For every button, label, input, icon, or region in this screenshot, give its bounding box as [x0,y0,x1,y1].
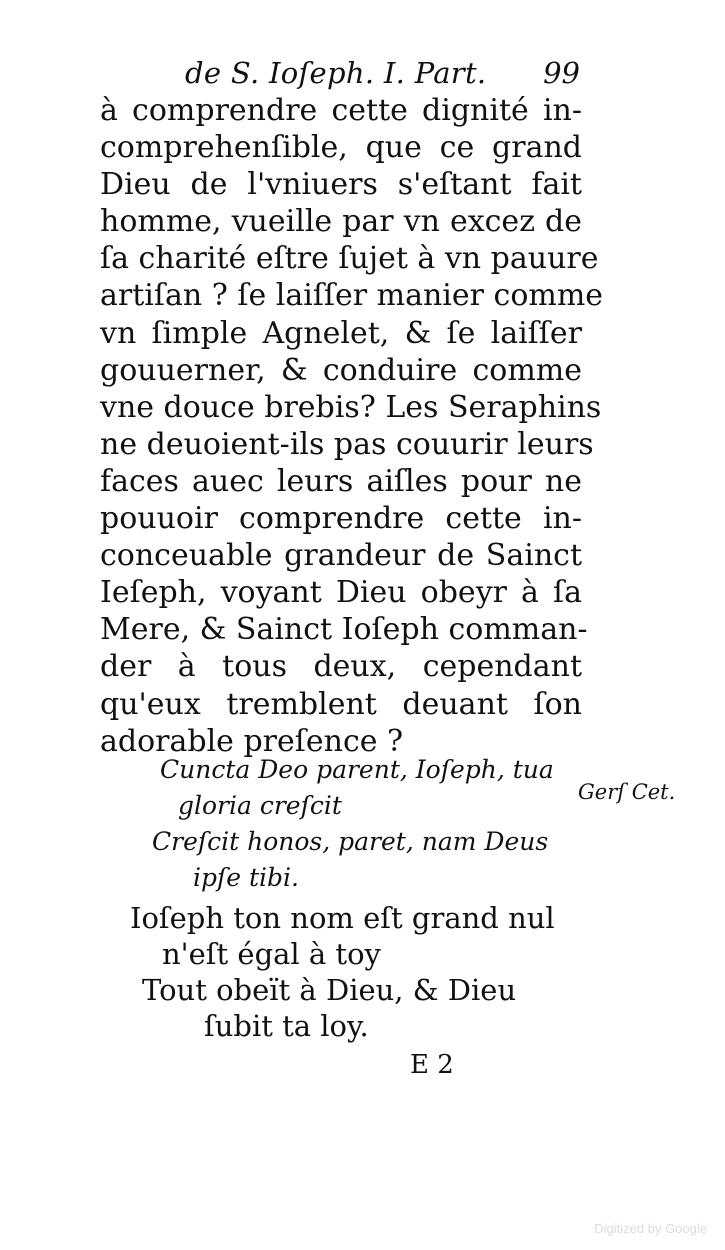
body-line: ne deuoient-ils pas couurir leurs [100,426,594,462]
watermark: Digitized by Google [594,1221,707,1236]
french-verse-line: Tout obeït à Dieu, & Dieu [142,973,517,1007]
body-line: faces auec leurs aiſles pour ne [100,463,582,499]
body-line: ſa charité eſtre ſujet à vn pauure [100,241,599,277]
body-line: Ieſeph, voyant Dieu obeyr à ſa [100,575,582,611]
latin-verse-line: gloria creſcit [178,791,342,820]
body-line: vne douce brebis? Les Seraphins [100,389,602,425]
body-line: comprehenſible, que ce grand [100,130,582,166]
body-line: homme, vueille par vn excez de [100,204,582,240]
french-verse-line: n'eſt égal à toy [162,937,381,971]
body-paragraph [100,92,604,760]
latin-verse-line: ipſe tibi. [193,863,299,892]
body-line: pouuoir comprendre cette in- [100,501,582,537]
page-number: 99 [543,56,580,90]
body-line: artiſan ? ſe laiſſer manier comme [100,278,604,314]
signature-mark: E 2 [410,1050,454,1080]
body-line: qu'eux tremblent deuant ſon [100,686,582,722]
french-verse-line: ſubit ta loy. [204,1009,369,1043]
page-header [185,56,580,96]
body-line: Dieu de l'vniuers s'eſtant fait [100,167,582,203]
french-verse [130,900,580,1044]
margin-note: Gerſ Cet. [578,780,676,804]
body-line: gouuerner, & conduire comme [100,352,582,388]
latin-verse-line: Cuncta Deo parent, Ioſeph, tua [160,755,554,784]
latin-verse-line: Creſcit honos, paret, nam Deus [152,827,549,856]
body-line: vn ſimple Agnelet, & ſe laiſſer [100,315,582,351]
french-verse-line: Ioſeph ton nom eſt grand nul [130,901,555,935]
body-line: adorable preſence ? [100,723,404,759]
body-line: der à tous deux, cependant [100,649,582,685]
body-line: à comprendre cette dignité in- [100,93,582,128]
body-line: conceuable grandeur de Sainct [100,538,582,574]
latin-verse [152,752,560,896]
body-line: Mere, & Sainct Ioſeph comman- [100,612,588,648]
running-title: de S. Ioſeph. I. Part. [185,56,487,90]
